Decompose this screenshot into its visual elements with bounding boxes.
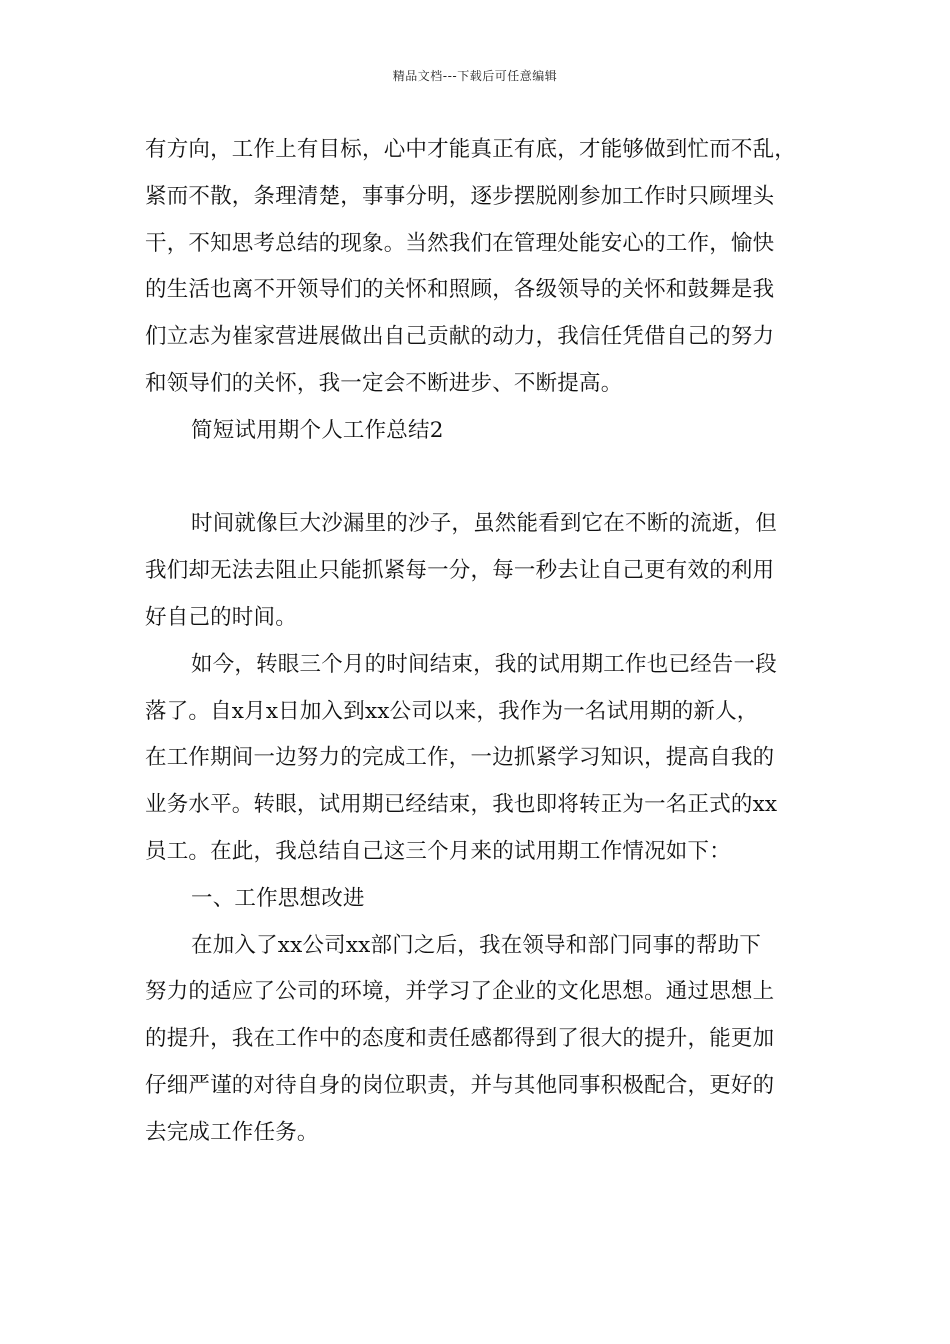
document-body <box>145 130 810 1160</box>
section-title: 简短试用期个人工作总结2 <box>191 417 444 443</box>
text-line: 我们却无法去阻止只能抓紧每一分，每一秒去让自己更有效的利用 <box>145 558 775 584</box>
text-line: 业务水平。转眼，试用期已经结束，我也即将转正为一名正式的xx <box>145 792 778 818</box>
text-line: 和领导们的关怀，我一定会不断进步、不断提高。 <box>145 370 623 396</box>
text-line: 员工。在此，我总结自己这三个月来的试用期工作情况如下： <box>145 838 731 864</box>
text-line: 在工作期间一边努力的完成工作，一边抓紧学习知识，提高自我的 <box>145 745 775 771</box>
text-line: 们立志为崔家营进展做出自己贡献的动力，我信任凭借自己的努力 <box>145 324 775 350</box>
text-line: 有方向，工作上有目标，心中才能真正有底，才能够做到忙而不乱， <box>145 137 797 162</box>
blank-line <box>145 458 810 505</box>
text-line: 干，不知思考总结的现象。当然我们在管理处能安心的工作，愉快 <box>145 230 775 256</box>
text-line: 时间就像巨大沙漏里的沙子，虽然能看到它在不断的流逝，但 <box>191 511 777 537</box>
text-line: 努力的适应了公司的环境，并学习了企业的文化思想。通过思想上 <box>145 979 775 1005</box>
text-line: 紧而不散，条理清楚，事事分明，逐步摆脱刚参加工作时只顾埋头 <box>145 183 775 209</box>
section-heading: 一、工作思想改进 <box>191 885 365 911</box>
text-line: 的提升，我在工作中的态度和责任感都得到了很大的提升，能更加 <box>145 1026 775 1052</box>
text-line: 好自己的时间。 <box>145 604 297 630</box>
text-line: 落了。自x月x日加入到xx公司以来，我作为一名试用期的新人， <box>145 698 759 724</box>
text-line: 去完成工作任务。 <box>145 1119 319 1145</box>
text-line: 在加入了xx公司xx部门之后，我在领导和部门同事的帮助下 <box>191 932 762 958</box>
page-header: 精品文档---下载后可任意编辑 <box>392 69 558 83</box>
text-line: 如今，转眼三个月的时间结束，我的试用期工作也已经告一段 <box>191 651 777 677</box>
text-line: 的生活也离不开领导们的关怀和照顾，各级领导的关怀和鼓舞是我 <box>145 277 775 303</box>
text-line: 仔细严谨的对待自身的岗位职责，并与其他同事积极配合，更好的 <box>145 1072 775 1098</box>
